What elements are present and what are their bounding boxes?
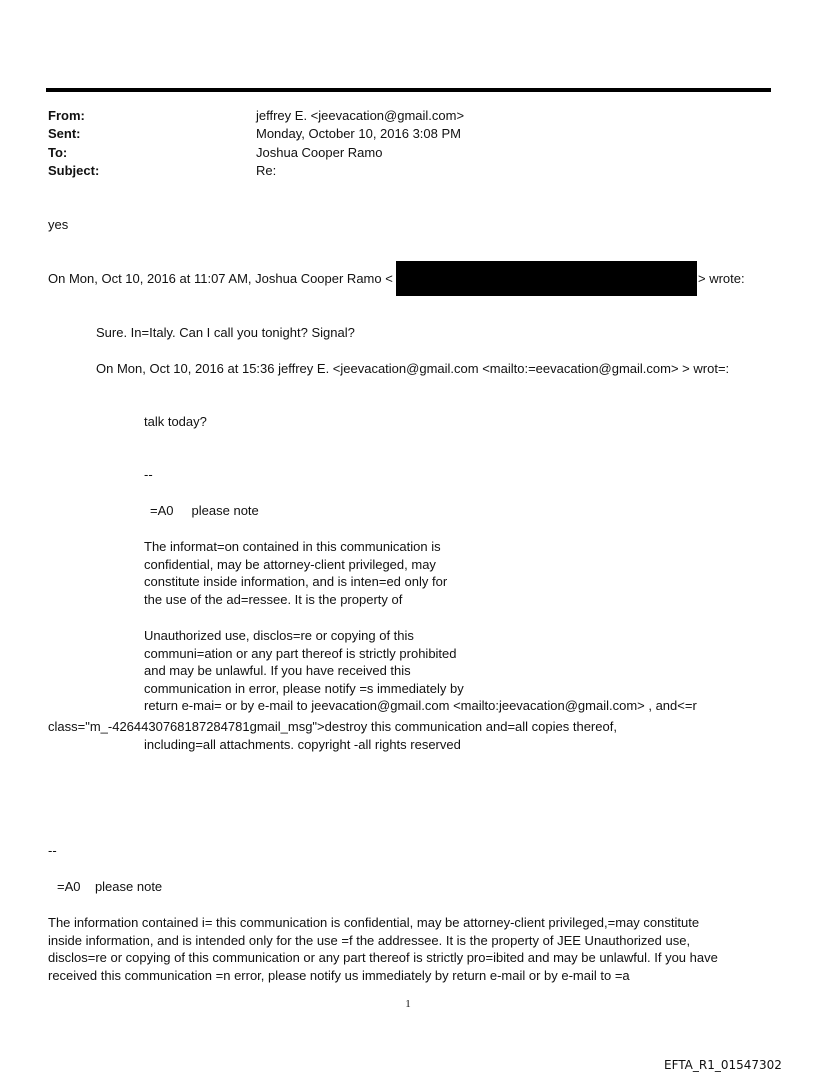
redaction-box [396,261,697,296]
sent-label: Sent: [48,126,81,141]
bates-number: EFTA_R1_01547302 [664,1058,782,1072]
disclaimer-line: The information contained i= this communication is confidential, may be attorney-client privileged,=may constitute [48,915,700,930]
page-number: 1 [405,998,411,1010]
nested-quote-intro: On Mon, Oct 10, 2016 at 15:36 jeffrey E. <jeevacation@gmail.com <mailto:=eevacation@gmail.com> > wrot=: [96,361,730,376]
to-value: Joshua Cooper Ramo [256,145,383,160]
disclaimer-line: confidential, may be attorney-client privileged, may [144,556,436,572]
quote-intro-right: > wrote: [698,271,745,286]
signature-dash: -- [144,467,153,482]
disclaimer-line: The informat=on contained in this communication is [144,539,441,554]
from-value: jeffrey E. <jeevacation@gmail.com> [256,108,465,123]
disclaimer-line: return e-mai= or by e-mail to jeevacation@gmail.com <mailto:jeevacation@gmail.com> , and<=r [144,698,697,713]
disclaimer-block-1 [144,538,447,608]
nested-quote-text: talk today? [144,414,207,429]
bottom-disclaimer [48,914,718,984]
quoted-reply: Sure. In=Italy. Can I call you tonight? Signal? [96,325,355,340]
signature-note: =A0 please note [150,503,259,518]
disclaimer-line: and may be unlawful. If you have received this [144,663,411,678]
disclaimer-line: communi=ation or any part thereof is strictly prohibited [144,645,457,661]
reply-text: yes [48,217,69,232]
disclaimer-line: the use of the ad=ressee. It is the property of [144,591,403,607]
sent-value: Monday, October 10, 2016 3:08 PM [256,126,461,141]
class-line: class="m_-4264430768187284781gmail_msg">destroy this communication and=all copies thereof, [48,719,617,734]
quote-intro-left: On Mon, Oct 10, 2016 at 11:07 AM, Joshua Cooper Ramo < [48,271,393,286]
disclaimer-line: Unauthorized use, disclos=re or copying of this [144,628,414,643]
header-divider [46,88,771,92]
subject-value: Re: [256,163,277,178]
disclaimer-block-2 [144,627,697,715]
disclaimer-line: inside information, and is intended only for the use =f the addressee. It is the property of JEE Unauthorized use, [48,932,691,948]
bottom-note: =A0 please note [57,879,163,894]
disclaimer-line: received this communication =n error, please notify us immediately by return e-mail or by e-mail to =a [48,967,630,983]
disclaimer-line: communication in error, please notify =s immediately by [144,680,464,696]
to-label: To: [48,145,68,160]
including-line: including=all attachments. copyright -all rights reserved [144,737,461,752]
from-label: From: [48,108,85,123]
disclaimer-line: disclos=re or copying of this communication or any part thereof is strictly pro=ibited and may be unlawful. If you have [48,950,718,965]
subject-label: Subject: [48,163,100,178]
disclaimer-line: constitute inside information, and is inten=ed only for [144,574,448,589]
bottom-dash: -- [48,843,57,858]
